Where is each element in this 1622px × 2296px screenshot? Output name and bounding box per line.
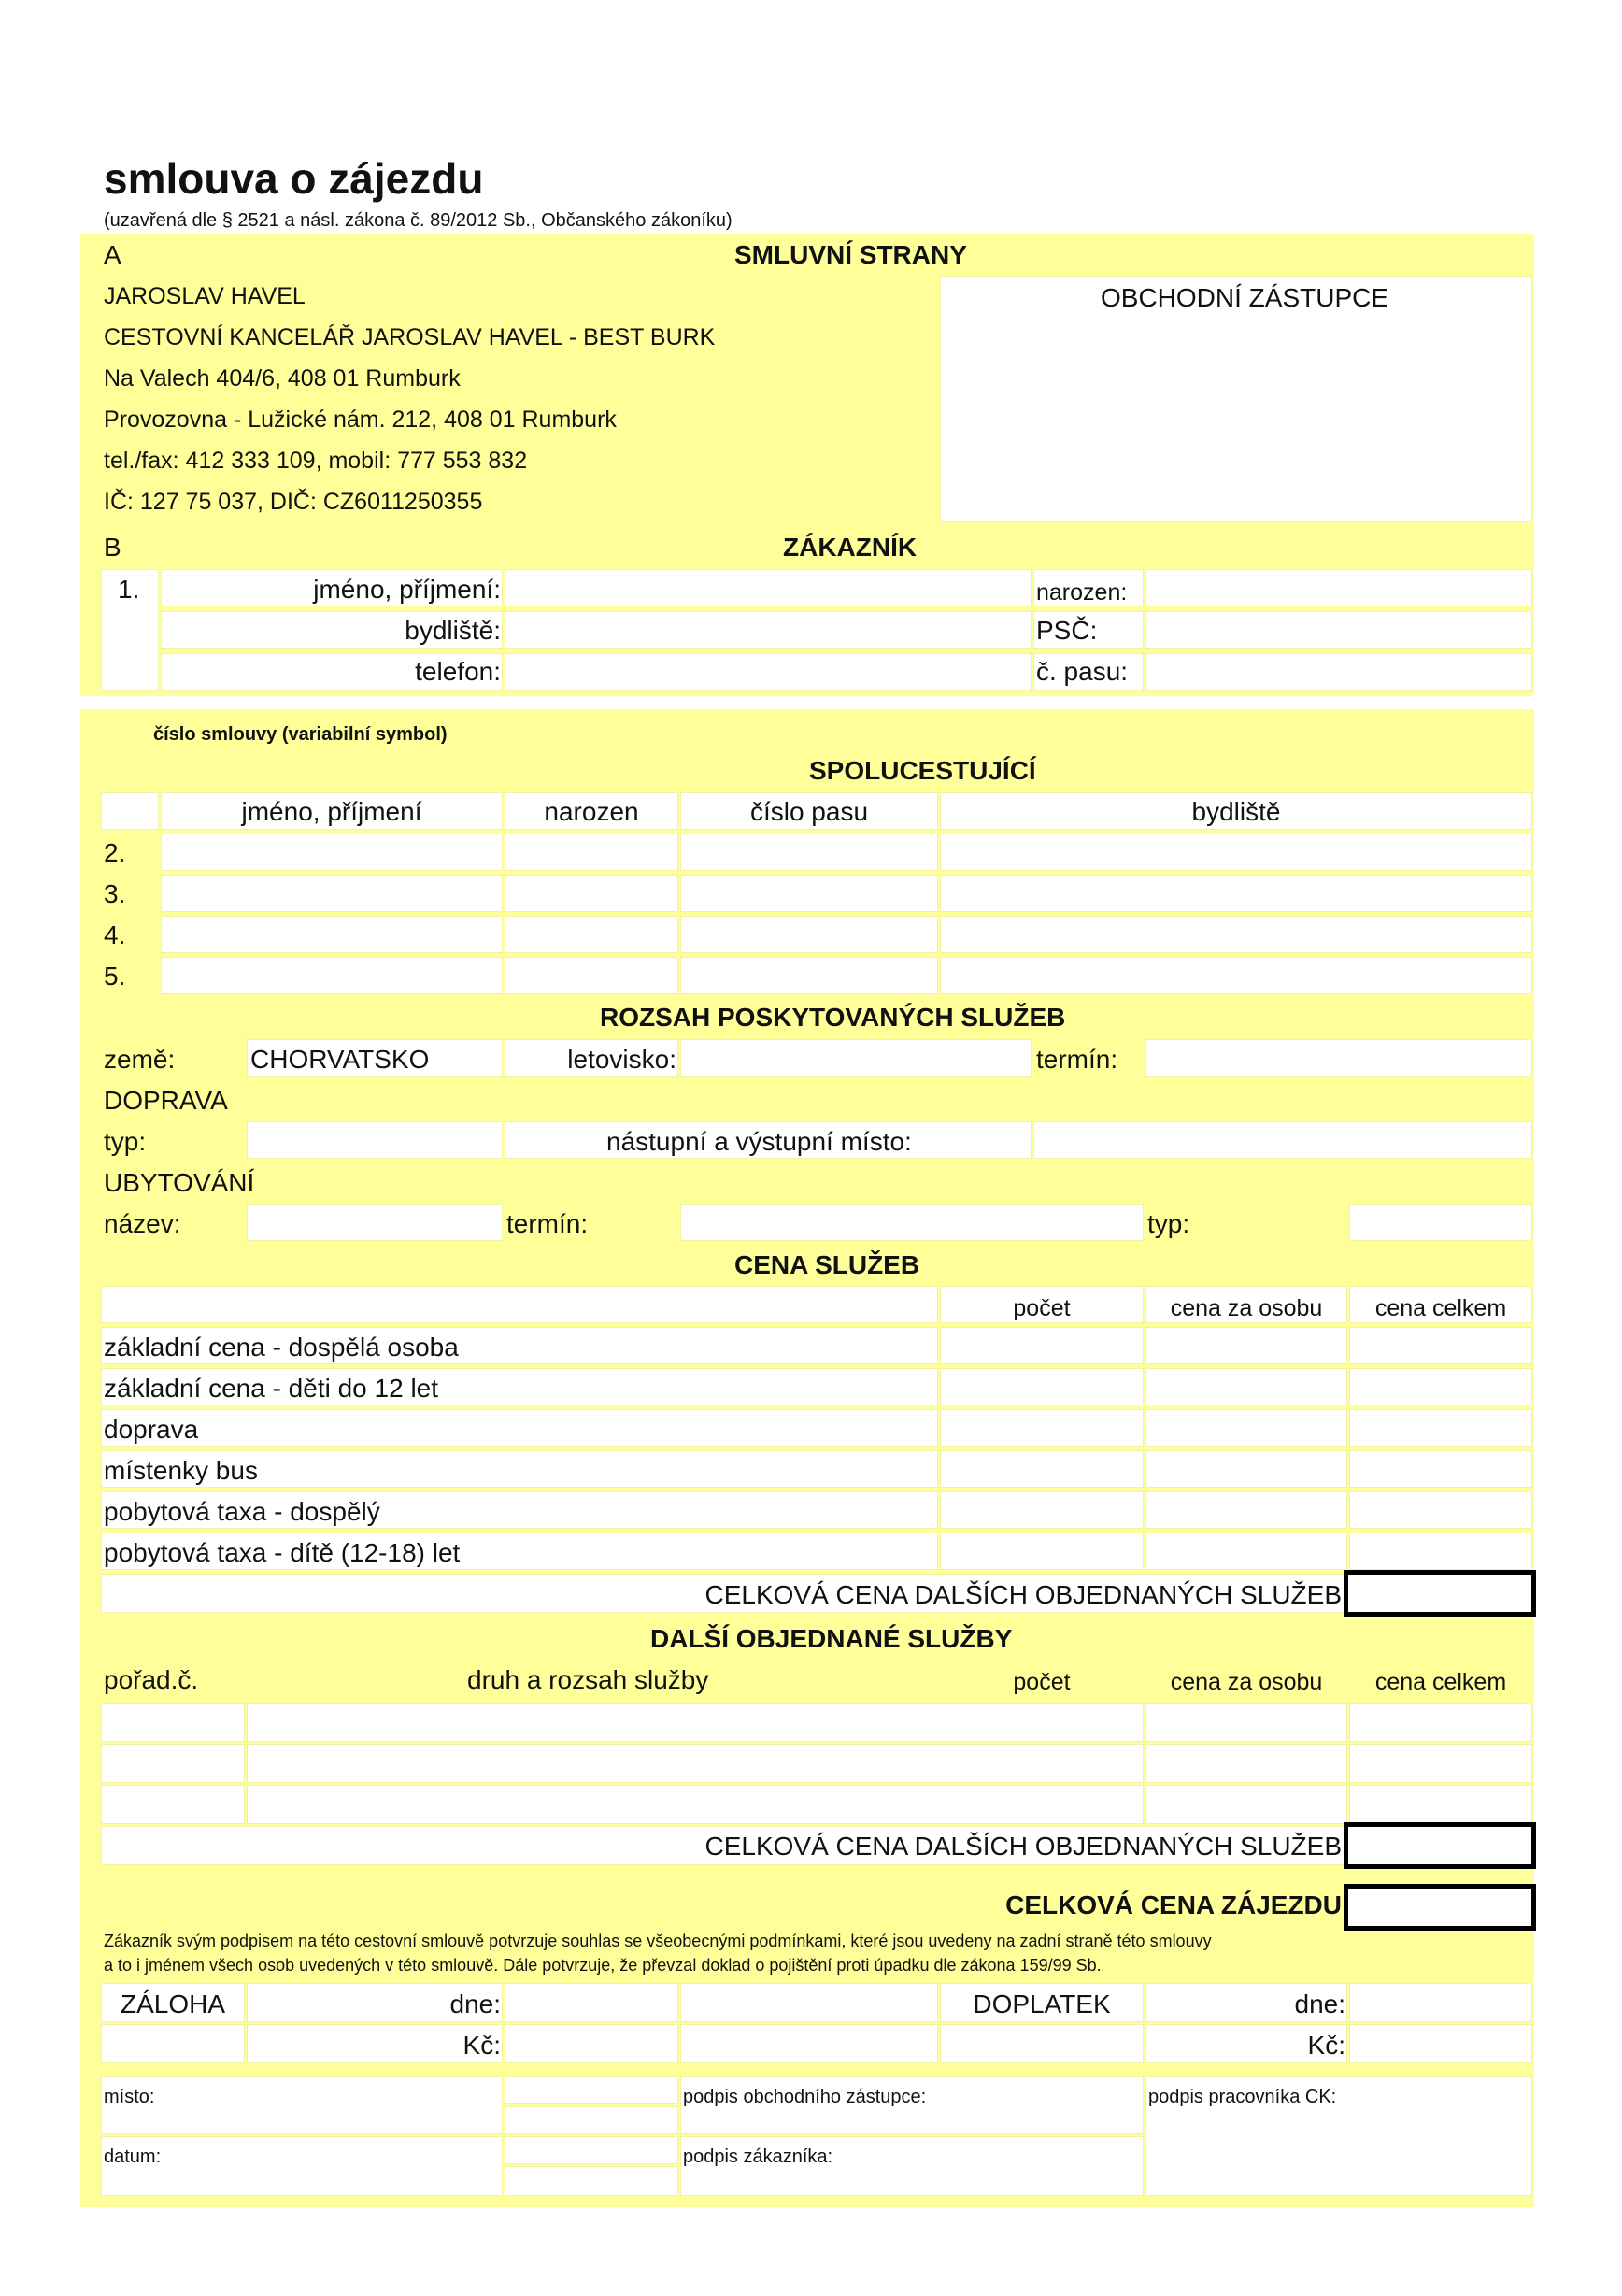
- deposit-date-label: dne:: [449, 1989, 501, 2018]
- contract-number-label: číslo smlouvy (variabilní symbol): [153, 724, 448, 745]
- agency-line: tel./fax: 412 333 109, mobil: 777 553 832: [104, 448, 528, 474]
- place-field-ext[interactable]: [505, 2106, 678, 2134]
- balance-amount-label: Kč:: [1307, 2031, 1345, 2060]
- price-row-label: základní cena - děti do 12 let: [104, 1374, 439, 1403]
- extra-desc-field[interactable]: [247, 1703, 1144, 1742]
- zip-label: PSČ:: [1036, 616, 1098, 645]
- col-count: počet: [1013, 1295, 1071, 1321]
- price-total-field[interactable]: [1349, 1368, 1532, 1405]
- fellow-name-field[interactable]: [161, 875, 503, 912]
- fellow-birth-field[interactable]: [505, 834, 678, 871]
- prices-heading: CENA SLUŽEB: [734, 1250, 920, 1279]
- customer-phone-label: telefon:: [415, 657, 501, 686]
- office-signature-label: podpis pracovníka CK:: [1148, 2087, 1337, 2107]
- price-row-label: pobytová taxa - dospělý: [104, 1497, 380, 1526]
- grand-total-box[interactable]: [1344, 1884, 1536, 1931]
- fellow-birth-field[interactable]: [505, 957, 678, 994]
- fellow-birth-field[interactable]: [505, 916, 678, 953]
- price-total-field[interactable]: [1349, 1409, 1532, 1447]
- balance-label: DOPLATEK: [973, 1989, 1111, 2018]
- agency-line: Na Valech 404/6, 408 01 Rumburk: [104, 365, 461, 392]
- deposit-amount-field[interactable]: [505, 2024, 678, 2063]
- customer-name-field[interactable]: [505, 569, 1032, 606]
- col-price-per-person: cena za osobu: [1170, 1295, 1323, 1321]
- date-label: datum:: [104, 2146, 162, 2167]
- price-row-label: základní cena - dospělá osoba: [104, 1333, 459, 1362]
- place-field[interactable]: [101, 2076, 503, 2134]
- price-per-person-field[interactable]: [1145, 1368, 1347, 1405]
- notice-line: Zákazník svým podpisem na této cestovní smlouvě potvrzuje souhlas se všeobecnými podmínkami, které jsou uvedeny na zadní straně této smlouvy: [104, 1932, 1212, 1950]
- col-passport: číslo pasu: [749, 797, 869, 826]
- fellow-address-field[interactable]: [940, 916, 1532, 953]
- pickup-label: nástupní a výstupní místo:: [606, 1127, 912, 1156]
- country-value: CHORVATSKO: [250, 1045, 430, 1074]
- birth-label: narozen:: [1036, 579, 1128, 606]
- accommodation-name-label: název:: [104, 1209, 181, 1238]
- customer-address-label: bydliště:: [405, 616, 501, 645]
- fellow-row-number: 4.: [104, 920, 126, 949]
- passport-label: č. pasu:: [1036, 657, 1129, 686]
- col-service-desc: druh a rozsah služby: [467, 1665, 709, 1694]
- fellow-passport-field[interactable]: [680, 916, 938, 953]
- price-row-label: místenky bus: [104, 1456, 258, 1485]
- grand-total-label: CELKOVÁ CENA ZÁJEZDU: [1005, 1890, 1342, 1919]
- price-count-field[interactable]: [940, 1327, 1144, 1364]
- page-title: smlouva o zájezdu: [104, 154, 484, 203]
- term-field[interactable]: [1145, 1039, 1532, 1077]
- extra-price-field[interactable]: [1145, 1744, 1347, 1783]
- deposit-date-field-ext[interactable]: [680, 1983, 938, 2022]
- fellow-passport-field[interactable]: [680, 875, 938, 912]
- col-price-per-person: cena za osobu: [1170, 1669, 1323, 1695]
- fellow-address-field[interactable]: [940, 834, 1532, 871]
- fellow-name-field[interactable]: [161, 957, 503, 994]
- customer-address-field[interactable]: [505, 611, 1032, 649]
- col-address: bydliště: [1191, 797, 1281, 826]
- notice-line: a to i jménem všech osob uvedených v této smlouvě. Dále potvrzuje, že převzal doklad o pojištění proti úpadku dle zákona 159/99 Sb.: [104, 1956, 1102, 1975]
- customer-passport-field[interactable]: [1145, 653, 1532, 691]
- fellow-name-field[interactable]: [161, 916, 503, 953]
- balance-date-label: dne:: [1294, 1989, 1345, 2018]
- section-b-letter: B: [104, 533, 121, 562]
- price-per-person-field[interactable]: [1145, 1491, 1347, 1529]
- price-count-field[interactable]: [940, 1491, 1144, 1529]
- price-total-field[interactable]: [1349, 1533, 1532, 1570]
- spacer: [80, 696, 1534, 709]
- extra-total-label: CELKOVÁ CENA DALŠÍCH OBJEDNANÝCH SLUŽEB: [704, 1832, 1342, 1861]
- price-row-label: pobytová taxa - dítě (12-18) let: [104, 1538, 461, 1567]
- services-total-box[interactable]: [1344, 1570, 1536, 1617]
- accommodation-heading: UBYTOVÁNÍ: [104, 1168, 255, 1197]
- extra-price-field[interactable]: [1145, 1785, 1347, 1824]
- date-field[interactable]: [101, 2136, 503, 2196]
- place-label: místo:: [104, 2087, 155, 2107]
- fellow-row-number: 5.: [104, 962, 126, 991]
- accommodation-term-label: termín:: [506, 1209, 589, 1238]
- fellow-name-field[interactable]: [161, 834, 503, 871]
- deposit-amount-field-ext[interactable]: [680, 2024, 938, 2063]
- resort-label: letovisko:: [567, 1045, 676, 1074]
- transport-type-label: typ:: [104, 1127, 147, 1156]
- agent-signature-label: podpis obchodního zástupce:: [683, 2087, 927, 2107]
- extra-total-field[interactable]: [1349, 1744, 1532, 1783]
- price-per-person-field[interactable]: [1145, 1409, 1347, 1447]
- price-total-field[interactable]: [1349, 1450, 1532, 1488]
- extra-total-field[interactable]: [1349, 1785, 1532, 1824]
- price-per-person-field[interactable]: [1145, 1450, 1347, 1488]
- price-row-label: doprava: [104, 1415, 199, 1444]
- date-field-ext[interactable]: [505, 2166, 678, 2196]
- col-count: počet: [1013, 1669, 1071, 1695]
- transport-type-field[interactable]: [247, 1121, 503, 1159]
- fellow-address-field[interactable]: [940, 957, 1532, 994]
- price-per-person-field[interactable]: [1145, 1327, 1347, 1364]
- price-total-field[interactable]: [1349, 1327, 1532, 1364]
- customer-phone-field[interactable]: [505, 653, 1032, 691]
- section-a-heading: SMLUVNÍ STRANY: [734, 240, 967, 269]
- extra-order-field[interactable]: [101, 1703, 245, 1742]
- price-count-field[interactable]: [940, 1409, 1144, 1447]
- deposit-amount-label: Kč:: [462, 2031, 501, 2060]
- place-field-ext[interactable]: [505, 2076, 678, 2104]
- deposit-blank-cell: [101, 2024, 245, 2063]
- extra-order-field[interactable]: [101, 1785, 245, 1824]
- price-total-field[interactable]: [1349, 1491, 1532, 1529]
- sales-rep-box[interactable]: [940, 276, 1532, 522]
- extra-heading: DALŠÍ OBJEDNANÉ SLUŽBY: [650, 1624, 1013, 1653]
- fellow-birth-field[interactable]: [505, 875, 678, 912]
- accommodation-name-field[interactable]: [247, 1204, 503, 1241]
- accommodation-type-field[interactable]: [1349, 1204, 1532, 1241]
- date-field-ext[interactable]: [505, 2136, 678, 2164]
- agency-line: JAROSLAV HAVEL: [104, 283, 306, 309]
- extra-total-field[interactable]: [1349, 1703, 1532, 1742]
- transport-heading: DOPRAVA: [104, 1086, 228, 1115]
- balance-date-field[interactable]: [1349, 1983, 1532, 2022]
- agency-line: Provozovna - Lužické nám. 212, 408 01 Rumburk: [104, 406, 617, 433]
- fellow-passport-field[interactable]: [680, 834, 938, 871]
- price-count-field[interactable]: [940, 1368, 1144, 1405]
- deposit-label: ZÁLOHA: [120, 1989, 226, 2018]
- fellow-row-number: 3.: [104, 879, 126, 908]
- col-price-total: cena celkem: [1374, 1295, 1507, 1321]
- agency-line: IČ: 127 75 037, DIČ: CZ6011250355: [104, 489, 483, 515]
- fellow-passport-field[interactable]: [680, 957, 938, 994]
- customer-number: 1.: [118, 575, 140, 604]
- col-name: jméno, příjmení: [241, 797, 422, 826]
- section-a-letter: A: [104, 240, 121, 269]
- balance-amount-field[interactable]: [1349, 2024, 1532, 2063]
- agency-line: CESTOVNÍ KANCELÁŘ JAROSLAV HAVEL - BEST BURK: [104, 324, 716, 350]
- extra-desc-field[interactable]: [247, 1744, 1144, 1783]
- country-label: země:: [104, 1045, 176, 1074]
- pickup-field[interactable]: [1033, 1121, 1532, 1159]
- fellow-heading: SPOLUCESTUJÍCÍ: [809, 756, 1036, 785]
- price-header-cell: [101, 1286, 938, 1323]
- sales-rep-label: OBCHODNÍ ZÁSTUPCE: [1101, 283, 1389, 312]
- extra-price-field[interactable]: [1145, 1703, 1347, 1742]
- extra-total-box[interactable]: [1344, 1822, 1536, 1869]
- price-per-person-field[interactable]: [1145, 1533, 1347, 1570]
- fellow-header-cell: [101, 792, 159, 830]
- extra-order-field[interactable]: [101, 1744, 245, 1783]
- col-order-no: pořad.č.: [104, 1665, 199, 1694]
- services-total-label: CELKOVÁ CENA DALŠÍCH OBJEDNANÝCH SLUŽEB: [704, 1580, 1342, 1609]
- section-b-heading: ZÁKAZNÍK: [783, 533, 918, 562]
- extra-desc-field[interactable]: [247, 1785, 1144, 1824]
- customer-birth-field[interactable]: [1145, 569, 1532, 606]
- page-subtitle: (uzavřená dle § 2521 a násl. zákona č. 89/2012 Sb., Občanského zákoníku): [104, 210, 733, 231]
- term-label: termín:: [1036, 1045, 1118, 1074]
- accommodation-term-field[interactable]: [680, 1204, 1144, 1241]
- price-row-label-cell: [101, 1409, 938, 1447]
- col-price-total: cena celkem: [1374, 1669, 1507, 1695]
- balance-blank-cell: [940, 2024, 1144, 2063]
- col-birth: narozen: [544, 797, 639, 826]
- accommodation-type-label: typ:: [1147, 1209, 1190, 1238]
- scope-heading: ROZSAH POSKYTOVANÝCH SLUŽEB: [600, 1003, 1066, 1032]
- resort-field[interactable]: [680, 1039, 1032, 1077]
- customer-zip-field[interactable]: [1145, 611, 1532, 649]
- fellow-address-field[interactable]: [940, 875, 1532, 912]
- customer-signature-label: podpis zákazníka:: [683, 2146, 833, 2167]
- fellow-row-number: 2.: [104, 838, 126, 867]
- deposit-date-field[interactable]: [505, 1983, 678, 2022]
- price-count-field[interactable]: [940, 1533, 1144, 1570]
- price-count-field[interactable]: [940, 1450, 1144, 1488]
- customer-name-label: jméno, příjmení:: [313, 575, 501, 604]
